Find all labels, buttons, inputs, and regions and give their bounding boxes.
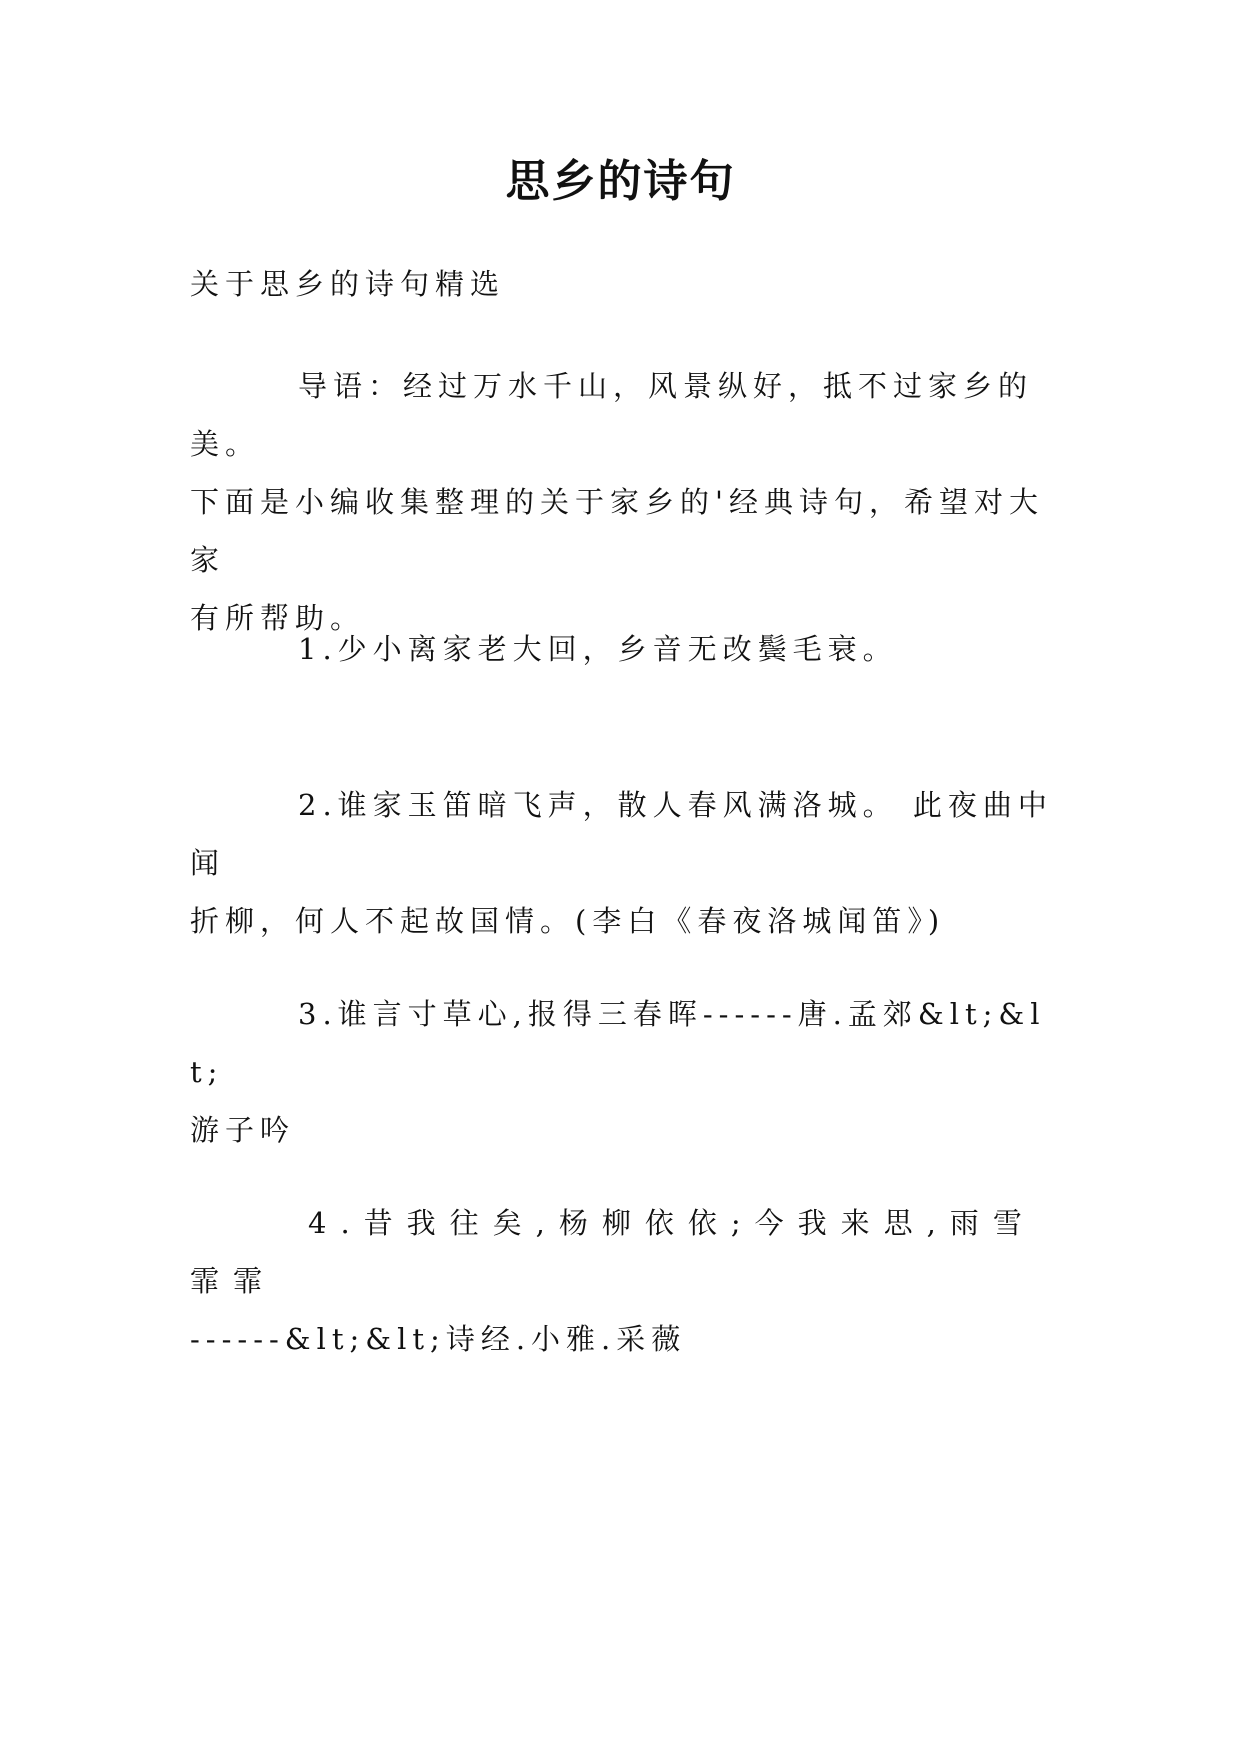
poem-item-4 xyxy=(190,1194,1060,1368)
poem-item-3 xyxy=(190,985,1060,1159)
poem-item-2 xyxy=(190,776,1060,950)
intro-line-1: 导语：经过万水千山，风景纵好，抵不过家乡的美。 xyxy=(190,369,1034,461)
document-subtitle xyxy=(190,255,1060,313)
poem-item-4-line-1: 4.昔我往矣,杨柳依依;今我来思,雨雪霏霏 xyxy=(190,1206,1036,1298)
intro-paragraph xyxy=(190,357,1060,647)
poem-item-2-line-1: 2.谁家玉笛暗飞声，散人春风满洛城。 此夜曲中闻 xyxy=(190,788,1053,880)
intro-line-3: 有所帮助。 xyxy=(190,601,366,635)
poem-item-3-line-2: 游子吟 xyxy=(190,1113,296,1147)
document-title: 思乡的诗句 xyxy=(505,156,736,207)
poem-item-3-line-1: 3.谁言寸草心,报得三春晖------唐.孟郊&lt;&lt; xyxy=(190,997,1046,1089)
poem-item-2-line-2: 折柳，何人不起故国情。(李白《春夜洛城闻笛》) xyxy=(190,904,946,938)
poem-item-1-line-1: 1.少小离家老大回，乡音无改鬓毛衰。 xyxy=(298,632,898,666)
poem-item-4-line-2: ------&lt;&lt;诗经.小雅.采薇 xyxy=(190,1322,687,1356)
poem-item-1 xyxy=(190,620,1060,678)
intro-line-2: 下面是小编收集整理的关于家乡的'经典诗句，希望对大家 xyxy=(190,485,1044,577)
subtitle-text: 关于思乡的诗句精选 xyxy=(190,267,506,301)
